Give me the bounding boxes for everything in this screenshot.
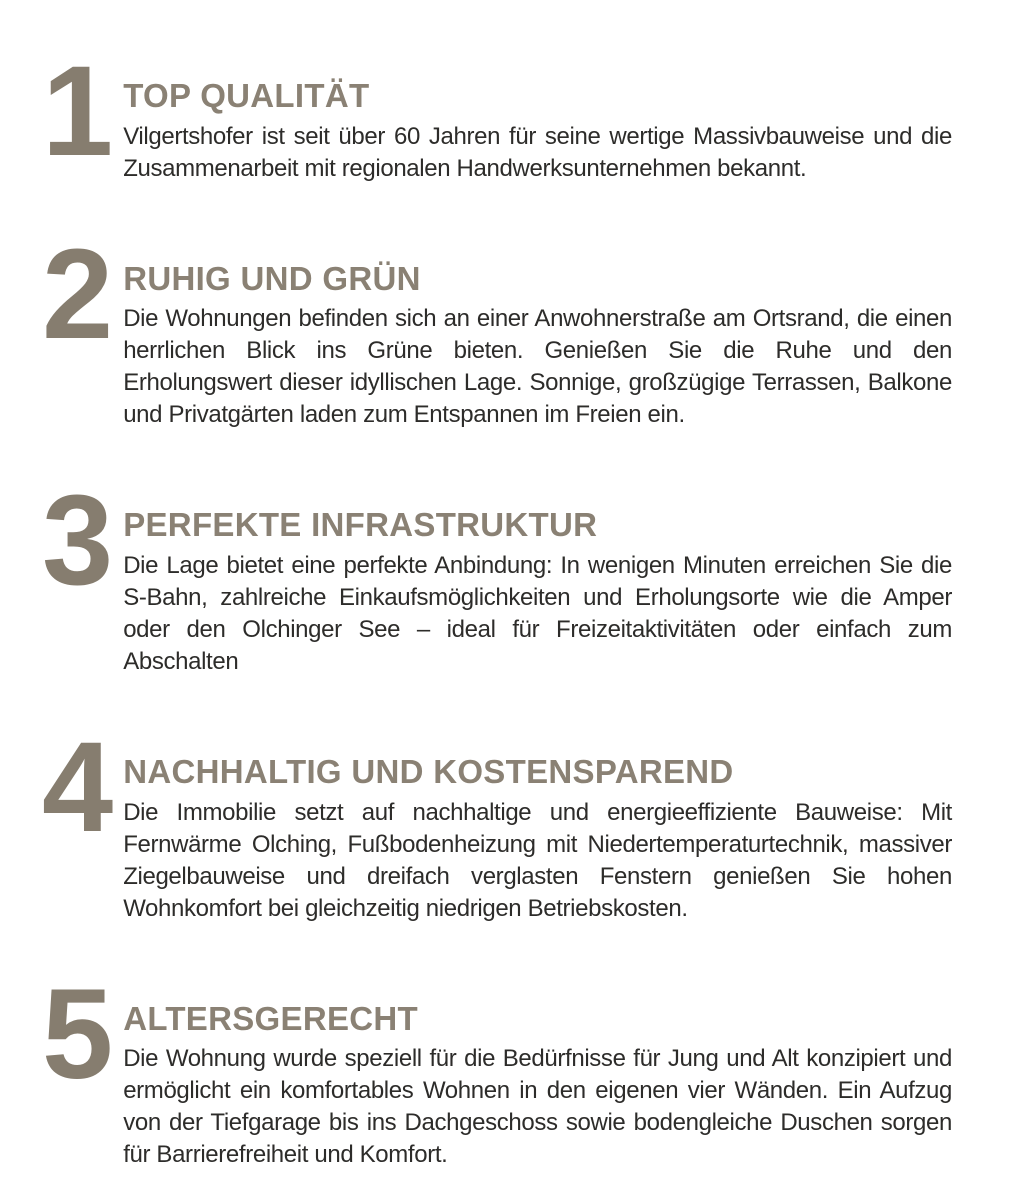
section-number: 1 bbox=[42, 40, 110, 183]
benefit-section bbox=[42, 962, 952, 1172]
benefit-section bbox=[42, 715, 952, 925]
section-content bbox=[123, 985, 952, 1172]
section-content bbox=[123, 62, 952, 185]
section-body: Vilgertshofer ist seit über 60 Jahren für seine wertige Massivbauweise und die Zusammenarbeit mit regionalen Handwerksunternehmen bekannt. bbox=[123, 122, 952, 182]
benefit-section bbox=[42, 469, 952, 678]
section-body: Die Wohnungen befinden sich an einer Anwohnerstraße am Ortsrand, die einen herrlichen Blick ins Grüne bieten. Genießen Sie die Ruhe und den Erholungswert dieser idyllischen Lage. Sonnige, großzügige Terrassen, Balkone und Privatgärten laden zum Entspannen im Freien ein. bbox=[123, 305, 952, 429]
section-content bbox=[123, 245, 952, 432]
section-heading: NACHHALTIG UND KOSTENSPAREND bbox=[123, 752, 734, 790]
section-content bbox=[123, 738, 952, 925]
section-number: 3 bbox=[42, 469, 110, 613]
section-number: 2 bbox=[42, 222, 110, 366]
section-heading: ALTERSGERECHT bbox=[123, 999, 418, 1037]
section-body: Die Immobilie setzt auf nachhaltige und energieeffiziente Bauweise: Mit Fernwärme Olching, Fußbodenheizung mit Niedertemperaturtechnik, massiver Ziegelbauweise und dreifach verglasten Fenstern genießen Sie hohen Wohnkomfort bei gleichzeitig niedrigen Betriebskosten. bbox=[123, 798, 952, 922]
section-heading: RUHIG UND GRÜN bbox=[123, 259, 421, 297]
benefit-section bbox=[42, 222, 952, 432]
section-number: 5 bbox=[42, 962, 110, 1106]
section-number: 4 bbox=[42, 715, 110, 859]
section-body: Die Lage bietet eine perfekte Anbindung: In wenigen Minuten erreichen Sie die S-Bahn, zahlreiche Einkaufsmöglichkeiten und Erholungsorte wie die Amper oder den Olchinger See – ideal für Freizeitaktivitäten oder einfach zum Abschalten bbox=[123, 551, 952, 675]
benefit-section bbox=[42, 40, 952, 185]
section-body: Die Wohnung wurde speziell für die Bedürfnisse für Jung und Alt konzipiert und ermöglicht ein komfortables Wohnen in den eigenen vier Wänden. Ein Aufzug von der Tiefgarage bis ins Dachgeschoss sowie bodengleiche Duschen sorgen für Barrierefreiheit und Komfort. bbox=[123, 1045, 952, 1169]
section-heading: PERFEKTE INFRASTRUKTUR bbox=[123, 506, 598, 544]
section-content bbox=[123, 491, 952, 678]
section-heading: TOP QUALITÄT bbox=[123, 77, 370, 114]
